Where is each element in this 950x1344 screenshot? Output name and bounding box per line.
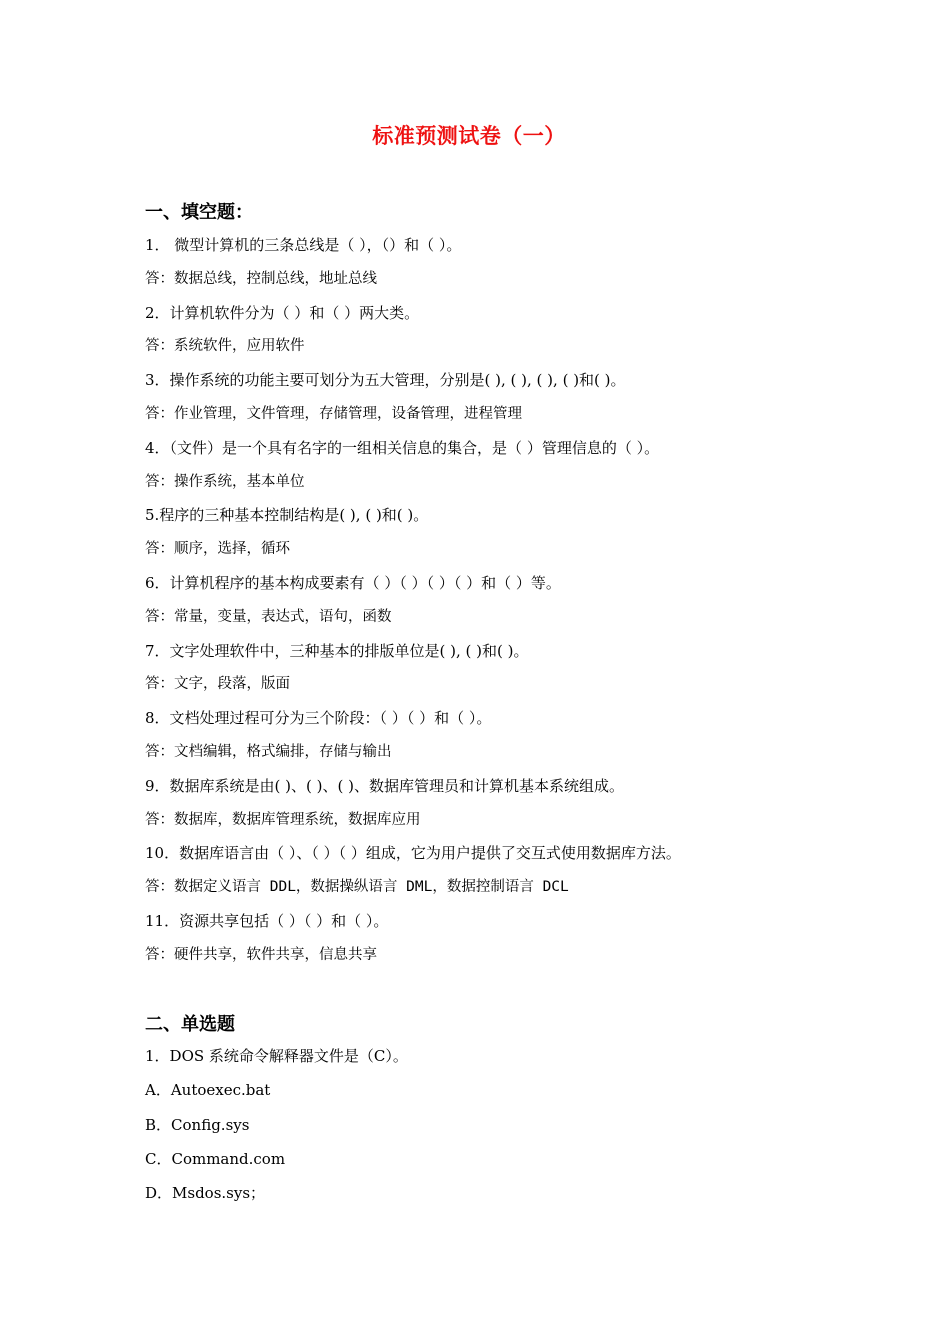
fill-in-question-list bbox=[145, 233, 890, 977]
fill-in-answer-11: 答：硬件共享，软件共享，信息共享 bbox=[145, 946, 377, 963]
fill-in-answer-6: 答：常量，变量，表达式，语句，函数 bbox=[145, 608, 392, 625]
section-fill-in-heading: 一、填空题： bbox=[145, 202, 253, 223]
fill-in-question-9: 9．数据库系统是由( )、( )、( )、数据库管理员和计算机基本系统组成。 bbox=[145, 776, 624, 795]
fill-in-answer-9: 答：数据库，数据库管理系统，数据库应用 bbox=[145, 811, 421, 828]
fill-in-answer-10: 答：数据定义语言 DDL，数据操纵语言 DML，数据控制语言 DCL bbox=[145, 879, 569, 896]
choice-question: 1．DOS 系统命令解释器文件是（C）。 bbox=[145, 1047, 408, 1065]
fill-in-answer-7: 答：文字，段落，版面 bbox=[145, 676, 290, 693]
fill-in-question-4: 4．（文件）是一个具有名字的一组相关信息的集合，是（ ）管理信息的（ ）。 bbox=[145, 438, 660, 457]
fill-in-answer-3: 答：作业管理，文件管理，存储管理，设备管理，进程管理 bbox=[145, 405, 522, 422]
fill-in-answer-4: 答：操作系统，基本单位 bbox=[145, 473, 305, 490]
fill-in-answer-5: 答：顺序，选择，循环 bbox=[145, 541, 290, 558]
fill-in-answer-2: 答：系统软件，应用软件 bbox=[145, 338, 305, 355]
fill-in-question-3: 3．操作系统的功能主要可划分为五大管理，分别是( ), ( ), ( ), ( )和( )。 bbox=[145, 371, 626, 390]
section-single-choice-heading: 二、单选题 bbox=[145, 1014, 235, 1035]
fill-in-question-11: 11．资源共享包括（ ）（ ）和（ ）。 bbox=[145, 911, 389, 930]
fill-in-question-8: 8．文档处理过程可分为三个阶段：（ ）（ ）和（ ）。 bbox=[145, 709, 492, 728]
fill-in-answer-1: 答：数据总线，控制总线，地址总线 bbox=[145, 270, 377, 287]
fill-in-question-6: 6．计算机程序的基本构成要素有（ ）（ ）（ ）（ ）和（ ）等。 bbox=[145, 573, 561, 592]
choice-option-d: D．Msdos.sys； bbox=[145, 1184, 266, 1203]
fill-in-answer-8: 答：文档编辑，格式编排，存储与输出 bbox=[145, 743, 392, 760]
fill-in-question-2: 2．计算机软件分为（ ）和（ ）两大类。 bbox=[145, 303, 420, 322]
fill-in-question-1: 1． 微型计算机的三条总线是（ ），（）和（ ）。 bbox=[145, 236, 462, 254]
choice-option-a: A．Autoexec.bat bbox=[145, 1081, 271, 1100]
choice-option-b: B．Config.sys bbox=[145, 1115, 250, 1134]
choice-option-c: C．Command.com bbox=[145, 1149, 286, 1168]
fill-in-question-5: 5.程序的三种基本控制结构是( ), ( )和( )。 bbox=[145, 506, 429, 525]
fill-in-question-7: 7．文字处理软件中，三种基本的排版单位是( ), ( )和( )。 bbox=[145, 641, 529, 660]
fill-in-question-10: 10．数据库语言由（ ）、（ ）（ ）组成，它为用户提供了交互式使用数据库方法。 bbox=[145, 844, 681, 863]
single-choice-question-list bbox=[145, 1044, 890, 1215]
exam-title: 标准预测试卷（一） bbox=[372, 124, 566, 148]
